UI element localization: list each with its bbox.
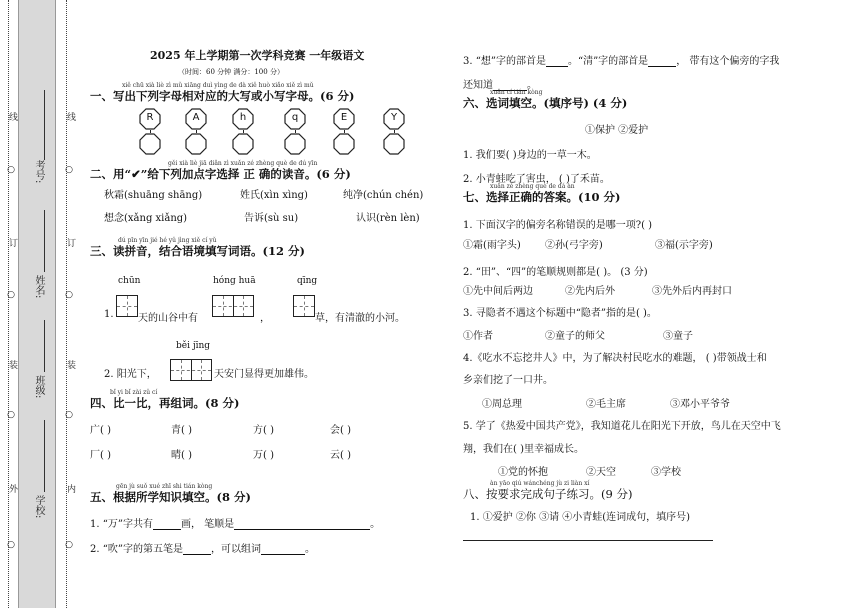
s2-pinyin: gěi xià liè jiā diǎn zì xuǎn zé zhèng què de dú yīn bbox=[168, 160, 318, 167]
blank[interactable] bbox=[234, 519, 370, 530]
letter-octagon bbox=[185, 108, 207, 130]
cut-label-inner: 内 bbox=[65, 484, 75, 493]
cut-label: ○ bbox=[6, 410, 16, 420]
cut-label: ○ bbox=[6, 540, 16, 550]
s8-q1: 1. ①爱护 ②你 ③请 ④小青蛙(连词成句，填序号) bbox=[470, 512, 691, 523]
cut-label-inner: 装 bbox=[65, 360, 75, 369]
s4-item[interactable]: 会( ) bbox=[330, 425, 351, 436]
school-label: 学校: bbox=[33, 495, 44, 519]
s7-option[interactable]: ③邓小平爷爷 bbox=[670, 399, 730, 410]
s7-q5[interactable]: 5. 学了《热爱中国共产党》，我知道花儿在阳光下开放，鸟儿在天空中飞 bbox=[463, 421, 781, 432]
answer-grid[interactable] bbox=[116, 295, 138, 317]
s3-pinyin-2: hóng huā bbox=[213, 276, 256, 286]
s7-q5-cont: 翔，我们在( )里幸福成长。 bbox=[463, 444, 584, 455]
s4-item[interactable]: 青( ) bbox=[171, 425, 192, 436]
cut-label: 订 bbox=[7, 238, 17, 247]
s6-options: ①保护 ②爱护 bbox=[585, 125, 649, 136]
letter-octagon bbox=[232, 108, 254, 130]
blank[interactable] bbox=[546, 56, 568, 67]
s2-item[interactable]: 姓氏(xìn xìng) bbox=[240, 190, 308, 201]
s7-option[interactable]: ①霜(雨字头) bbox=[463, 240, 521, 251]
s3-line2: 天安门显得更加雄伟。 bbox=[214, 369, 314, 380]
cut-label-inner: ○ bbox=[64, 540, 74, 550]
s8-heading: 八、按要求完成句子练习。(9 分) bbox=[463, 487, 633, 501]
s4-item[interactable]: 万( ) bbox=[253, 450, 274, 461]
letter-octagon bbox=[139, 108, 161, 130]
s7-q4-cont: 乡亲们挖了一口井。 bbox=[463, 375, 553, 386]
s7-option[interactable]: ②天空 bbox=[586, 467, 616, 478]
s3-heading: 三、读拼音，结合语境填写词语。(12 分) bbox=[90, 244, 305, 258]
cut-label-inner: ○ bbox=[64, 410, 74, 420]
s5-q1: 1. “万”字共有 画， 笔顺是 。 bbox=[90, 519, 381, 530]
exam-subtitle: （时间：60 分钟 满分：100 分） bbox=[178, 68, 284, 76]
s3-pinyin: dú pīn yīn jié hé yǔ jìng xiě cí yǔ bbox=[118, 237, 217, 244]
s4-pinyin: bǐ yi bǐ zài zǔ cí bbox=[110, 389, 158, 396]
class-label: 班级: bbox=[33, 375, 44, 399]
s3-pinyin-1: chūn bbox=[118, 276, 141, 286]
letter-octagon bbox=[284, 108, 306, 130]
letter: A bbox=[192, 112, 200, 123]
cut-line-outer bbox=[8, 0, 9, 608]
s6-heading: 六、选词填空。(填序号) (4 分) bbox=[463, 96, 628, 110]
blank[interactable] bbox=[648, 56, 676, 67]
answer-octagon[interactable] bbox=[139, 133, 161, 155]
s3-line1: ， bbox=[260, 313, 270, 324]
answer-octagon[interactable] bbox=[232, 133, 254, 155]
answer-octagon[interactable] bbox=[333, 133, 355, 155]
s7-q3[interactable]: 3. 寻隐者不遇这个标题中“隐者”指的是( )。 bbox=[463, 308, 657, 319]
s4-item[interactable]: 方( ) bbox=[253, 425, 274, 436]
exam-title: 2025 年上学期第一次学科竞赛 一年级语文 bbox=[150, 49, 365, 62]
s6-q1[interactable]: 1. 我们要( )身边的一草一木。 bbox=[463, 150, 597, 161]
answer-octagon[interactable] bbox=[383, 133, 405, 155]
answer-octagon[interactable] bbox=[284, 133, 306, 155]
s7-heading: 七、选择正确的答案。(10 分) bbox=[463, 190, 621, 204]
letter: R bbox=[146, 112, 154, 123]
s4-item[interactable]: 晴( ) bbox=[171, 450, 192, 461]
s7-option[interactable]: ②童子的师父 bbox=[545, 331, 605, 342]
cut-label: ○ bbox=[6, 165, 16, 175]
s3-line2: 2. 阳光下， bbox=[104, 369, 157, 380]
s7-option[interactable]: ②毛主席 bbox=[586, 399, 626, 410]
s2-heading: 二、用“✔”给下列加点字选择 正 确的读音。(6 分) bbox=[90, 167, 351, 181]
s5-q2: 2. “吹”字的第五笔是 ，可以组词 。 bbox=[90, 544, 315, 555]
s8-answer-line[interactable] bbox=[463, 540, 713, 541]
s7-q1[interactable]: 1. 下面汉字的偏旁名称错误的是哪一项?( ) bbox=[463, 220, 653, 231]
letter: q bbox=[291, 112, 299, 123]
s1-heading: 一、写出下列字母相对应的大写或小写字母。(6 分) bbox=[90, 89, 355, 103]
answer-grid[interactable] bbox=[212, 295, 254, 317]
s5-q3-cont: 还知道 。 bbox=[463, 80, 537, 91]
cut-label-inner: ○ bbox=[64, 290, 74, 300]
s7-option[interactable]: ②先内后外 bbox=[565, 286, 615, 297]
letter-octagon bbox=[383, 108, 405, 130]
s2-item[interactable]: 纯净(chún chén) bbox=[343, 190, 424, 201]
answer-grid[interactable] bbox=[293, 295, 315, 317]
letter: h bbox=[239, 112, 247, 123]
s5-heading: 五、根据所学知识填空。(8 分) bbox=[90, 490, 251, 504]
s7-pinyin: xuǎn zé zhèng què de dá àn bbox=[490, 183, 575, 190]
s5-pinyin: gēn jù suǒ xué zhī shi tián kòng bbox=[116, 483, 213, 490]
s3-line1: 1. bbox=[104, 309, 114, 320]
s7-q4[interactable]: 4.《吃水不忘挖井人》中，为了解决村民吃水的难题， ( )带领战士和 bbox=[463, 353, 767, 364]
cut-label-inner: ○ bbox=[64, 165, 74, 175]
s7-option[interactable]: ③童子 bbox=[663, 331, 693, 342]
s2-item[interactable]: 认识(rèn lèn) bbox=[356, 213, 420, 224]
name-label: 姓名: bbox=[33, 275, 44, 299]
s2-item[interactable]: 告诉(sù su) bbox=[244, 213, 299, 224]
s7-q2[interactable]: 2. “田”、“四”的笔顺规则都是( )。 (3 分) bbox=[463, 267, 648, 278]
s7-option[interactable]: ③先外后内再封口 bbox=[652, 286, 732, 297]
blank[interactable] bbox=[183, 544, 211, 555]
s7-option[interactable]: ①先中间后两边 bbox=[463, 286, 533, 297]
name-field[interactable] bbox=[44, 210, 45, 272]
blank[interactable] bbox=[261, 544, 305, 555]
s5-q3: 3. “想”字的部首是 。“清”字的部首是 ， 带有这个偏旁的字我 bbox=[463, 56, 780, 67]
letter-octagon bbox=[333, 108, 355, 130]
s6-pinyin: xuǎn cí tián kòng bbox=[490, 89, 543, 96]
s3-pinyin-4: běi jīng bbox=[176, 341, 211, 351]
cut-label: ○ bbox=[6, 290, 16, 300]
cut-label: 外 bbox=[7, 484, 17, 493]
s6-q2[interactable]: 2. 小青蛙吃了害虫， ( )了禾苗。 bbox=[463, 174, 610, 185]
cut-label: 线 bbox=[7, 112, 17, 121]
class-field[interactable] bbox=[44, 320, 45, 372]
s4-item[interactable]: 广( ) bbox=[90, 425, 111, 436]
blank[interactable] bbox=[153, 519, 181, 530]
s3-pinyin-3: qīng bbox=[297, 276, 318, 286]
exam-number-label: 考号: bbox=[33, 160, 44, 184]
cut-label-inner: 线 bbox=[65, 112, 75, 121]
cut-label: 装 bbox=[7, 360, 17, 369]
s4-item[interactable]: 厂( ) bbox=[90, 450, 111, 461]
s3-line1: 草，有清澈的小河。 bbox=[315, 313, 405, 324]
s7-option[interactable]: ③福(示字旁) bbox=[655, 240, 713, 251]
s3-line1: 天的山谷中有 bbox=[138, 313, 198, 324]
s1-pinyin: xiě chū xià liè zì mǔ xiāng duì yìng de dà xiě huò xiǎo xiě zì mǔ bbox=[122, 82, 314, 89]
s7-option[interactable]: ②孙(弓字旁) bbox=[545, 240, 603, 251]
answer-octagon[interactable] bbox=[185, 133, 207, 155]
school-field[interactable] bbox=[44, 420, 45, 492]
s2-item[interactable]: 秋霜(shuāng shāng) bbox=[104, 190, 203, 201]
s7-option[interactable]: ③学校 bbox=[651, 467, 681, 478]
cut-line-inner bbox=[66, 0, 67, 608]
s7-option[interactable]: ①周总理 bbox=[482, 399, 522, 410]
s7-option[interactable]: ①党的怀抱 bbox=[498, 467, 548, 478]
letter: E bbox=[340, 112, 348, 123]
s8-pinyin: àn yāo qiú wánchéng jù zi liàn xí bbox=[490, 480, 590, 487]
s4-heading: 四、比一比，再组词。(8 分) bbox=[90, 396, 240, 410]
exam-number-field[interactable] bbox=[44, 90, 45, 160]
letter: Y bbox=[390, 112, 398, 123]
s4-item[interactable]: 云( ) bbox=[330, 450, 351, 461]
answer-grid[interactable] bbox=[170, 359, 212, 381]
s7-option[interactable]: ①作者 bbox=[463, 331, 493, 342]
cut-label-inner: 订 bbox=[65, 238, 75, 247]
s2-item[interactable]: 想念(xǎng xiǎng) bbox=[104, 213, 188, 224]
